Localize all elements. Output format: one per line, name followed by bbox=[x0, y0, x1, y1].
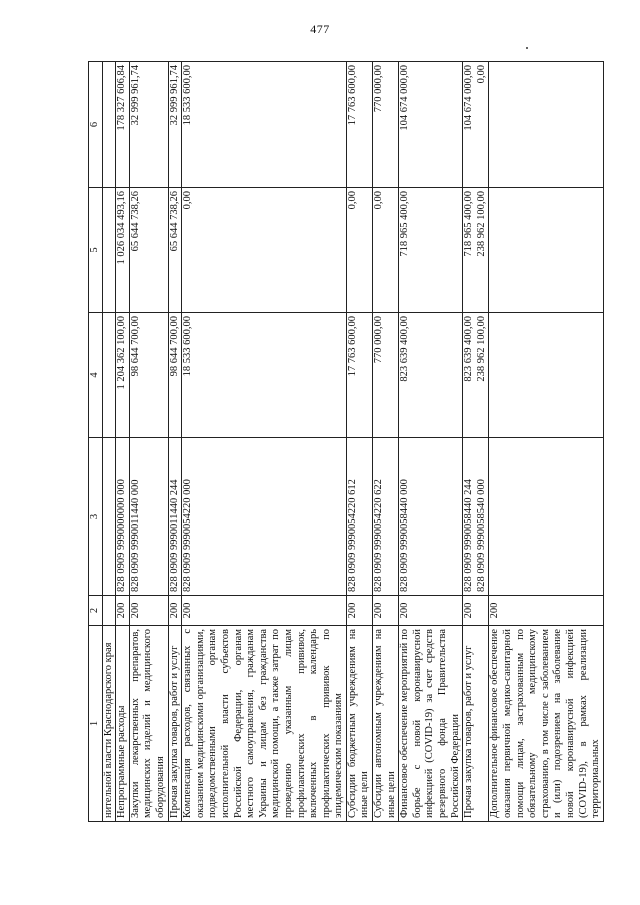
row-description: Субсидии бюджетным учреждениям на иные цели bbox=[346, 626, 372, 822]
row-unexecuted-amount bbox=[346, 62, 372, 188]
row-executed-amount-value: 65 644 738,26 bbox=[168, 191, 180, 252]
row-approved-amount-value: 1 204 362 100,00 bbox=[116, 316, 128, 390]
row-classification-code bbox=[116, 438, 130, 596]
row-unexecuted-amount-value: 18 533 600,00 bbox=[182, 65, 194, 126]
row-classification-code-value: 828 0909 9990054220 000 bbox=[182, 479, 194, 592]
row-unexecuted-amount-value: 178 327 606,84 bbox=[116, 65, 128, 131]
row-unexecuted-amount-value: 104 674 000,00 bbox=[463, 65, 475, 131]
row-executed-amount-value: 0,00 bbox=[182, 191, 194, 210]
row-code: 200 bbox=[373, 596, 399, 626]
row-classification-code-value: 828 0909 9990058440 244 bbox=[463, 479, 475, 592]
row-executed-amount bbox=[463, 188, 489, 313]
row-unexecuted-amount-value: 0,00 bbox=[475, 65, 487, 84]
table-row bbox=[182, 62, 347, 822]
row-classification-code bbox=[489, 438, 603, 596]
row-executed-amount-value: 718 965 400,00 bbox=[399, 191, 411, 257]
row-code: 200 bbox=[399, 596, 463, 626]
row-executed-amount bbox=[346, 188, 372, 313]
budget-table bbox=[88, 61, 604, 822]
row-unexecuted-amount bbox=[129, 62, 168, 188]
row-executed-amount-value: 238 962 100,00 bbox=[475, 191, 487, 257]
row-approved-amount-value: 823 639 400,00 bbox=[463, 316, 475, 382]
row-classification-code-value: 828 0909 9990058540 000 bbox=[475, 479, 487, 592]
row-description: Компенсация расходов, связанных с оказанием медицинскими организациями, подведомственными органам исполнительной власти субъектов Российской Федерации, органам местного самоуправления, гражданам Украины и лицам без гражданства медицинской помощи, а также затрат по проведению указанным лицам профилактических прививок, включенных в календарь профилактических прививок по эпидемическим показаниям bbox=[182, 626, 347, 822]
row-code: 200 bbox=[346, 596, 372, 626]
row-approved-amount-value: 98 644 700,00 bbox=[129, 316, 141, 377]
row-executed-amount bbox=[373, 188, 399, 313]
row-code: 200 bbox=[168, 596, 182, 626]
row-unexecuted-amount bbox=[463, 62, 489, 188]
row-approved-amount bbox=[346, 313, 372, 438]
row-description: Дополнительное финансовое обеспечение оказания первичной медико-санитарной помощи лицам, застрахованным по обязательному медицинскому страхованию, в том числе с заболеванием и (или) подозрением на заболевание новой коронавирусной инфекцией (COVID-19), в рамках реализации территориальных bbox=[489, 626, 603, 822]
row-approved-amount bbox=[399, 313, 463, 438]
row-description: нительной власти Краснодарского края bbox=[102, 626, 116, 822]
row-executed-amount-value: 0,00 bbox=[373, 191, 385, 210]
row-classification-code bbox=[346, 438, 372, 596]
scan-speck bbox=[526, 47, 528, 49]
row-approved-amount bbox=[102, 313, 116, 438]
row-unexecuted-amount-value: 770 000,00 bbox=[373, 65, 385, 113]
row-approved-amount-value: 18 533 600,00 bbox=[182, 316, 194, 377]
table-row bbox=[373, 62, 399, 822]
row-classification-code bbox=[129, 438, 168, 596]
row-unexecuted-amount-value: 104 674 000,00 bbox=[399, 65, 411, 131]
row-executed-amount bbox=[102, 188, 116, 313]
row-unexecuted-amount bbox=[182, 62, 347, 188]
row-classification-code-value: 828 0909 9990054220 612 bbox=[346, 479, 358, 592]
table-row bbox=[168, 62, 182, 822]
row-approved-amount bbox=[116, 313, 130, 438]
row-unexecuted-amount-value: 32 999 961,74 bbox=[129, 65, 141, 126]
row-unexecuted-amount bbox=[102, 62, 116, 188]
row-approved-amount bbox=[129, 313, 168, 438]
table-row bbox=[116, 62, 130, 822]
table-row bbox=[489, 62, 603, 822]
row-unexecuted-amount-value: 32 999 961,74 bbox=[168, 65, 180, 126]
row-code: 200 bbox=[129, 596, 168, 626]
row-code: 200 bbox=[182, 596, 347, 626]
row-approved-amount bbox=[463, 313, 489, 438]
row-classification-code bbox=[399, 438, 463, 596]
row-executed-amount bbox=[129, 188, 168, 313]
row-classification-code-value: 828 0909 9990011440 000 bbox=[129, 479, 141, 592]
row-executed-amount bbox=[399, 188, 463, 313]
row-description: Прочая закупка товаров, работ и услуг bbox=[168, 626, 182, 822]
row-classification-code-value: 828 0909 9990058440 000 bbox=[399, 479, 411, 592]
row-executed-amount-value: 1 026 034 493,16 bbox=[116, 191, 128, 265]
row-code bbox=[102, 596, 116, 626]
row-approved-amount-value: 823 639 400,00 bbox=[399, 316, 411, 382]
row-classification-code bbox=[102, 438, 116, 596]
page-number: 477 bbox=[310, 22, 330, 36]
row-executed-amount-value: 0,00 bbox=[346, 191, 358, 210]
row-classification-code bbox=[182, 438, 347, 596]
row-unexecuted-amount bbox=[399, 62, 463, 188]
row-classification-code bbox=[463, 438, 489, 596]
row-approved-amount-value: 238 962 100,00 bbox=[475, 316, 487, 382]
row-executed-amount bbox=[168, 188, 182, 313]
row-classification-code bbox=[373, 438, 399, 596]
row-classification-code-value: 828 0909 9990054220 622 bbox=[373, 479, 385, 592]
header-cell: 5 bbox=[89, 188, 103, 313]
row-unexecuted-amount bbox=[373, 62, 399, 188]
row-classification-code-value: 828 0909 9990011440 244 bbox=[168, 479, 180, 592]
row-description: Субсидии автономным учреждениям на иные цели bbox=[373, 626, 399, 822]
table-row bbox=[399, 62, 463, 822]
header-cell: 4 bbox=[89, 313, 103, 438]
row-executed-amount-value: 718 965 400,00 bbox=[463, 191, 475, 257]
row-description: Закупки лекарственных препаратов, медицинских изделий и медицинского оборудования bbox=[129, 626, 168, 822]
row-approved-amount bbox=[168, 313, 182, 438]
row-code: 200 bbox=[116, 596, 130, 626]
row-unexecuted-amount bbox=[489, 62, 603, 188]
row-classification-code bbox=[168, 438, 182, 596]
header-cell: 3 bbox=[89, 438, 103, 596]
header-cell: 2 bbox=[89, 596, 103, 626]
row-approved-amount bbox=[182, 313, 347, 438]
table-row bbox=[463, 62, 489, 822]
row-approved-amount bbox=[373, 313, 399, 438]
row-executed-amount bbox=[182, 188, 347, 313]
row-executed-amount-value: 65 644 738,26 bbox=[129, 191, 141, 252]
header-cell: 6 bbox=[89, 62, 103, 188]
row-description: Непрограммные расходы bbox=[116, 626, 130, 822]
row-unexecuted-amount bbox=[116, 62, 130, 188]
row-description: Финансовое обеспечение мероприятий по борьбе с новой коронавирусной инфекцией (COVID-19) за счет средств резервного фонда Правительства Российской Федерации bbox=[399, 626, 463, 822]
row-description: Прочая закупка товаров, работ и услуг bbox=[463, 626, 489, 822]
table-row bbox=[346, 62, 372, 822]
row-executed-amount bbox=[116, 188, 130, 313]
row-classification-code-value: 828 0909 9990000000 000 bbox=[116, 479, 128, 592]
row-code: 200 bbox=[463, 596, 489, 626]
table-row bbox=[102, 62, 116, 822]
row-code: 200 bbox=[489, 596, 603, 626]
row-approved-amount-value: 17 763 600,00 bbox=[346, 316, 358, 377]
row-approved-amount-value: 98 644 700,00 bbox=[168, 316, 180, 377]
row-executed-amount bbox=[489, 188, 603, 313]
table-row bbox=[129, 62, 168, 822]
row-unexecuted-amount bbox=[168, 62, 182, 188]
budget-table-rotated bbox=[88, 62, 608, 822]
row-approved-amount-value: 770 000,00 bbox=[373, 316, 385, 364]
header-row bbox=[89, 62, 103, 822]
header-cell: 1 bbox=[89, 626, 103, 822]
row-approved-amount bbox=[489, 313, 603, 438]
row-unexecuted-amount-value: 17 763 600,00 bbox=[346, 65, 358, 126]
